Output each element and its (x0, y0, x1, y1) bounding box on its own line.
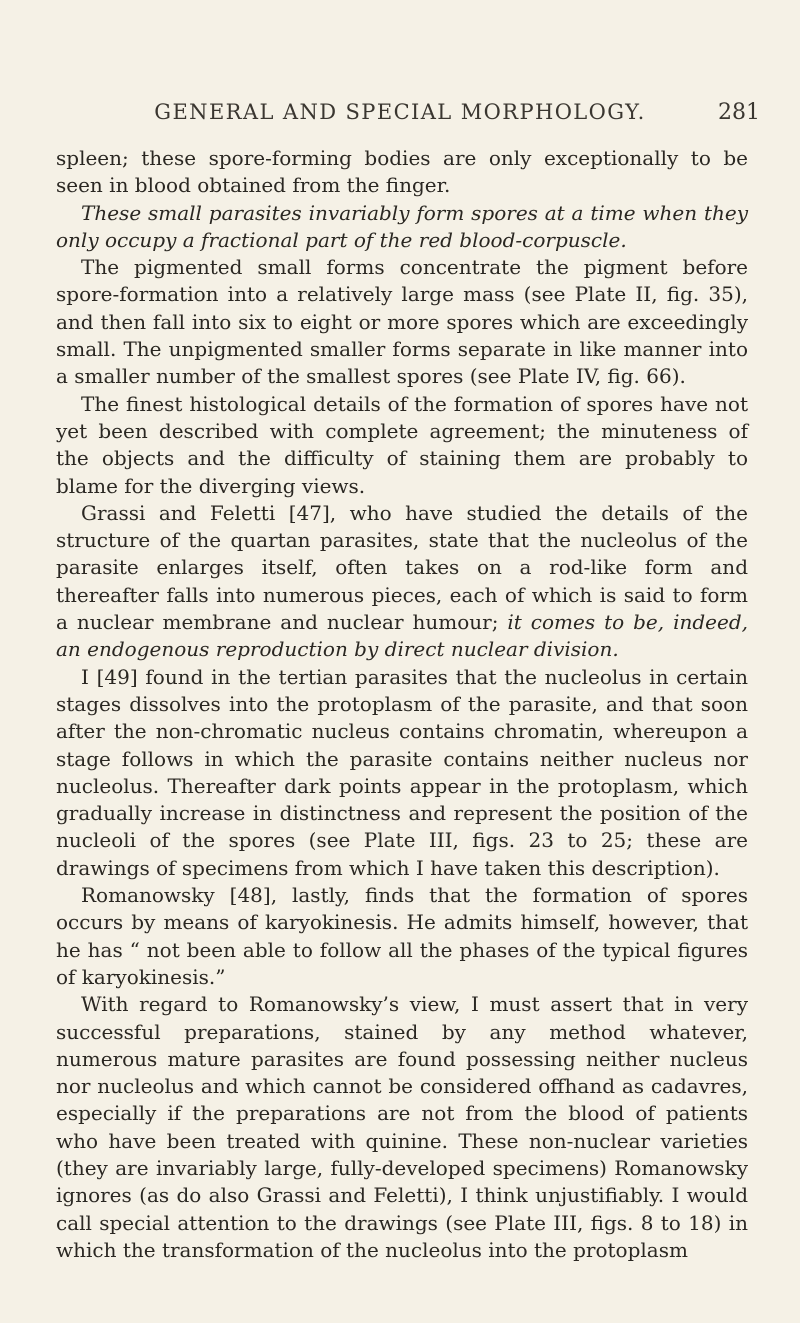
paragraph-text: The finest histological details of the formation of spores have not yet been described with complete agreement; the minuteness of the objects and the difficulty of staining them are probably to blame for the diverging views. (56, 391, 748, 498)
paragraph-text: With regard to Romanowsky’s view, I must assert that in very successful preparations, stained by any method whatever, numerous mature parasites are found possessing neither nucleus nor nucleolus and which cannot be considered offhand as cadavres, especially if the preparations are not from the blood of patients who have been treated with quinine. These non-nuclear varieties (they are invariably large, fully-developed specimens) Romanowsky ignores (as do also Grassi and Feletti), I think unjustifiably. I would call special attention to the drawings (see Plate III, figs. 8 to 18) in which the transformation of the nucleolus into the protoplasm (56, 992, 748, 1262)
paragraph-text: The pigmented small forms concentrate the pigment before spore-formation into a relatively large mass (see Plate II, fig. 35), and then fall into six to eight or more spores which are exceedingly small. The unpigmented smaller forms separate in like manner into a smaller number of the smallest spores (see Plate IV, fig. 66). (56, 255, 748, 389)
paragraph (56, 882, 748, 991)
paragraph (56, 145, 748, 200)
paragraph-text: I [49] found in the tertian parasites that the nucleolus in certain stages dissolves into the protoplasm of the parasite, and that soon after the non-chromatic nucleus contains chromatin, whereupon a stage follows in which the parasite contains neither nucleus nor nucleolus. Thereafter dark points appear in the protoplasm, which gradually increase in distinctness and represent the position of the nucleoli of the spores (see Plate III, figs. 23 to 25; these are drawings of specimens from which I have taken this description). (56, 664, 748, 880)
page-number: 281 (718, 100, 760, 125)
paragraph (56, 200, 748, 255)
paragraph (56, 500, 748, 664)
paragraph (56, 664, 748, 882)
paragraph (56, 991, 748, 1264)
paragraph-text: spleen; these spore-forming bodies are only exceptionally to be seen in blood obtained from the finger. (56, 146, 748, 198)
paragraph (56, 254, 748, 390)
body-text (56, 145, 748, 1264)
paragraph-text: Grassi and Feletti [47], who have studied the details of the structure of the quartan parasites, state that the nucleolus of the parasite enlarges itself, often takes on a rod-like form and thereafter falls into numerous pieces, each of which is said to form a nuclear membrane and nuclear humour; (56, 500, 748, 635)
running-head: GENERAL AND SPECIAL MORPHOLOGY. (154, 100, 646, 124)
paragraph-text: Romanowsky [48], lastly, finds that the formation of spores occurs by means of karyokinesis. He admits himself, however, that he has “ not been able to follow all the phases of the typical figures of karyokinesis.” (56, 883, 748, 989)
paragraph-emphasis: it comes to be, indeed, an endogenous reproduction by direct nuclear division. (56, 610, 748, 662)
paragraph-emphasis: These small parasites invariably form spores at a time when they only occupy a fractional part of the red blood-corpuscle. (56, 200, 748, 252)
page-header (40, 100, 760, 136)
paragraph (56, 391, 748, 500)
